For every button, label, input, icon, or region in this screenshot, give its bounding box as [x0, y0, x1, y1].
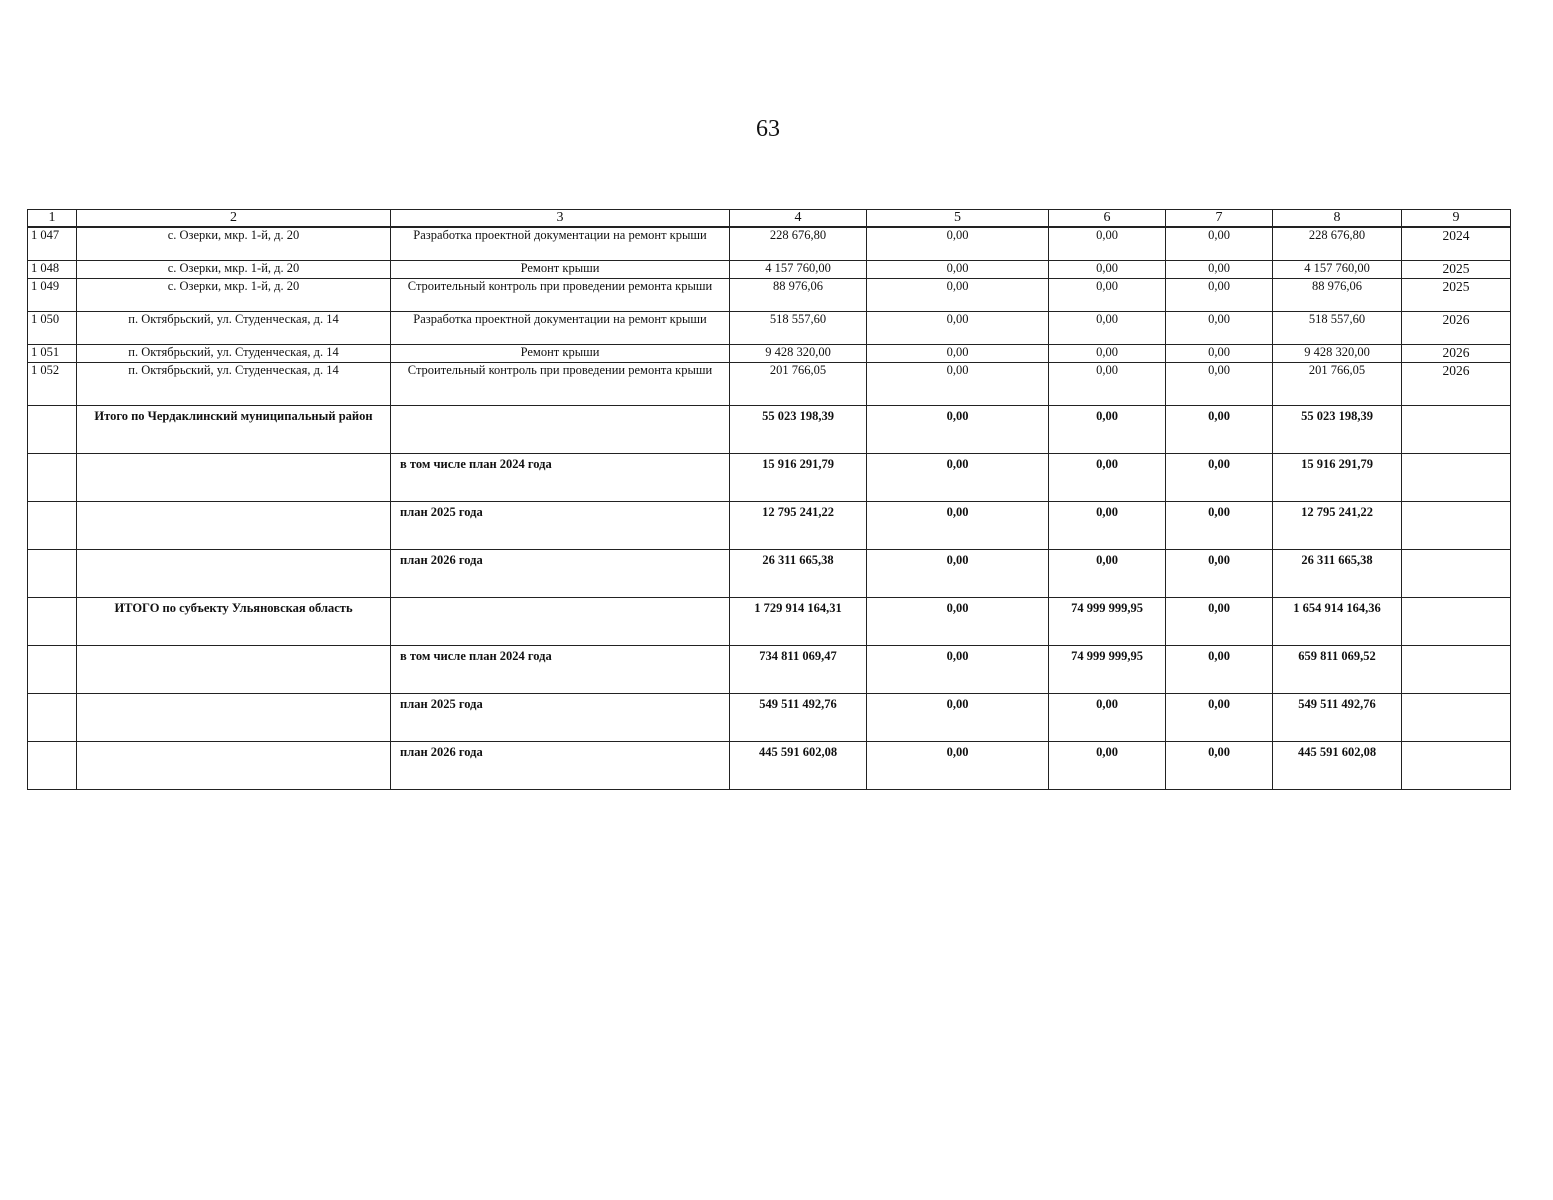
- total-cost-cell: 1 729 914 164,31: [730, 597, 867, 645]
- district-total-row: [28, 405, 1511, 453]
- value-cell: 518 557,60: [1273, 311, 1402, 344]
- total-cost-cell: 9 428 320,00: [730, 344, 867, 362]
- value-cell: 0,00: [867, 227, 1049, 261]
- value-cell: 0,00: [867, 261, 1049, 279]
- value-cell: 0,00: [1166, 311, 1273, 344]
- column-header: 8: [1273, 210, 1402, 228]
- value-cell: 0,00: [1049, 453, 1166, 501]
- value-cell: 549 511 492,76: [1273, 693, 1402, 741]
- address-cell: с. Озерки, мкр. 1-й, д. 20: [77, 261, 391, 279]
- row-number: 1 047: [28, 227, 77, 261]
- total-cost-cell: 228 676,80: [730, 227, 867, 261]
- year-cell: [1402, 645, 1511, 693]
- plan-row: [28, 549, 1511, 597]
- table-row: [28, 311, 1511, 344]
- year-cell: 2025: [1402, 261, 1511, 279]
- value-cell: 0,00: [1049, 261, 1166, 279]
- row-number: 1 050: [28, 311, 77, 344]
- value-cell: 0,00: [867, 549, 1049, 597]
- value-cell: 0,00: [867, 362, 1049, 405]
- plan-label: план 2026 года: [391, 741, 730, 789]
- value-cell: 0,00: [1166, 597, 1273, 645]
- value-cell: 201 766,05: [1273, 362, 1402, 405]
- value-cell: 55 023 198,39: [1273, 405, 1402, 453]
- value-cell: 0,00: [1049, 405, 1166, 453]
- value-cell: 0,00: [1166, 405, 1273, 453]
- work-type-cell: Строительный контроль при проведении ремонта крыши: [391, 278, 730, 311]
- value-cell: 0,00: [1049, 549, 1166, 597]
- plan-row: [28, 741, 1511, 789]
- value-cell: 0,00: [1166, 362, 1273, 405]
- total-cost-cell: 201 766,05: [730, 362, 867, 405]
- value-cell: 0,00: [1166, 693, 1273, 741]
- value-cell: 0,00: [1166, 344, 1273, 362]
- value-cell: 0,00: [1166, 501, 1273, 549]
- plan-row: [28, 501, 1511, 549]
- year-cell: [1402, 693, 1511, 741]
- value-cell: 0,00: [1166, 741, 1273, 789]
- value-cell: 15 916 291,79: [1273, 453, 1402, 501]
- total-cost-cell: 26 311 665,38: [730, 549, 867, 597]
- value-cell: 659 811 069,52: [1273, 645, 1402, 693]
- row-number: [28, 501, 77, 549]
- work-type-cell: Ремонт крыши: [391, 344, 730, 362]
- column-number-row: [28, 210, 1511, 228]
- row-number: [28, 405, 77, 453]
- total-label: [77, 501, 391, 549]
- column-header: 7: [1166, 210, 1273, 228]
- table-row: [28, 261, 1511, 279]
- column-header: 5: [867, 210, 1049, 228]
- column-header: 6: [1049, 210, 1166, 228]
- row-number: [28, 693, 77, 741]
- table-row: [28, 344, 1511, 362]
- total-cost-cell: 734 811 069,47: [730, 645, 867, 693]
- total-label: [77, 741, 391, 789]
- year-cell: [1402, 549, 1511, 597]
- total-label: Итого по Чердаклинский муниципальный район: [77, 405, 391, 453]
- address-cell: п. Октябрьский, ул. Студенческая, д. 14: [77, 311, 391, 344]
- row-number: 1 051: [28, 344, 77, 362]
- value-cell: 0,00: [1049, 278, 1166, 311]
- value-cell: 12 795 241,22: [1273, 501, 1402, 549]
- plan-label: [391, 597, 730, 645]
- value-cell: 0,00: [1166, 278, 1273, 311]
- value-cell: 0,00: [867, 405, 1049, 453]
- total-label: [77, 693, 391, 741]
- value-cell: 0,00: [1049, 227, 1166, 261]
- value-cell: 0,00: [867, 741, 1049, 789]
- value-cell: 0,00: [867, 344, 1049, 362]
- plan-label: [391, 405, 730, 453]
- row-number: [28, 453, 77, 501]
- total-cost-cell: 12 795 241,22: [730, 501, 867, 549]
- year-cell: [1402, 405, 1511, 453]
- year-cell: 2025: [1402, 278, 1511, 311]
- table-row: [28, 227, 1511, 261]
- row-number: [28, 597, 77, 645]
- total-cost-cell: 55 023 198,39: [730, 405, 867, 453]
- value-cell: 0,00: [1049, 362, 1166, 405]
- plan-label: план 2025 года: [391, 501, 730, 549]
- column-header: 2: [77, 210, 391, 228]
- value-cell: 0,00: [867, 645, 1049, 693]
- value-cell: 0,00: [867, 501, 1049, 549]
- year-cell: 2026: [1402, 362, 1511, 405]
- year-cell: [1402, 741, 1511, 789]
- value-cell: 0,00: [1049, 693, 1166, 741]
- table-row: [28, 278, 1511, 311]
- value-cell: 0,00: [867, 311, 1049, 344]
- total-cost-cell: 518 557,60: [730, 311, 867, 344]
- region-total-row: [28, 597, 1511, 645]
- column-header: 3: [391, 210, 730, 228]
- year-cell: 2026: [1402, 344, 1511, 362]
- year-cell: 2024: [1402, 227, 1511, 261]
- value-cell: 74 999 999,95: [1049, 597, 1166, 645]
- value-cell: 0,00: [1166, 549, 1273, 597]
- value-cell: 0,00: [1049, 741, 1166, 789]
- plan-row: [28, 693, 1511, 741]
- total-label: [77, 453, 391, 501]
- total-cost-cell: 15 916 291,79: [730, 453, 867, 501]
- value-cell: 88 976,06: [1273, 278, 1402, 311]
- plan-label: план 2025 года: [391, 693, 730, 741]
- total-label: [77, 549, 391, 597]
- year-cell: 2026: [1402, 311, 1511, 344]
- work-type-cell: Строительный контроль при проведении ремонта крыши: [391, 362, 730, 405]
- row-number: 1 052: [28, 362, 77, 405]
- value-cell: 0,00: [1049, 311, 1166, 344]
- total-cost-cell: 445 591 602,08: [730, 741, 867, 789]
- work-type-cell: Ремонт крыши: [391, 261, 730, 279]
- value-cell: 74 999 999,95: [1049, 645, 1166, 693]
- total-cost-cell: 549 511 492,76: [730, 693, 867, 741]
- table-row: [28, 362, 1511, 405]
- value-cell: 0,00: [867, 453, 1049, 501]
- year-cell: [1402, 501, 1511, 549]
- total-cost-cell: 4 157 760,00: [730, 261, 867, 279]
- row-number: [28, 549, 77, 597]
- plan-label: план 2026 года: [391, 549, 730, 597]
- value-cell: 0,00: [867, 597, 1049, 645]
- plan-label: в том числе план 2024 года: [391, 453, 730, 501]
- value-cell: 0,00: [1166, 645, 1273, 693]
- plan-label: в том числе план 2024 года: [391, 645, 730, 693]
- column-header: 9: [1402, 210, 1511, 228]
- value-cell: 228 676,80: [1273, 227, 1402, 261]
- year-cell: [1402, 453, 1511, 501]
- value-cell: 0,00: [867, 278, 1049, 311]
- year-cell: [1402, 597, 1511, 645]
- value-cell: 0,00: [1049, 344, 1166, 362]
- repair-plan-table: [27, 209, 1511, 790]
- value-cell: 0,00: [1049, 501, 1166, 549]
- total-cost-cell: 88 976,06: [730, 278, 867, 311]
- address-cell: с. Озерки, мкр. 1-й, д. 20: [77, 227, 391, 261]
- address-cell: с. Озерки, мкр. 1-й, д. 20: [77, 278, 391, 311]
- page-number: 63: [756, 116, 780, 142]
- address-cell: п. Октябрьский, ул. Студенческая, д. 14: [77, 344, 391, 362]
- column-header: 4: [730, 210, 867, 228]
- value-cell: 0,00: [867, 693, 1049, 741]
- work-type-cell: Разработка проектной документации на ремонт крыши: [391, 311, 730, 344]
- work-type-cell: Разработка проектной документации на ремонт крыши: [391, 227, 730, 261]
- row-number: [28, 741, 77, 789]
- address-cell: п. Октябрьский, ул. Студенческая, д. 14: [77, 362, 391, 405]
- value-cell: 9 428 320,00: [1273, 344, 1402, 362]
- value-cell: 4 157 760,00: [1273, 261, 1402, 279]
- value-cell: 1 654 914 164,36: [1273, 597, 1402, 645]
- row-number: 1 049: [28, 278, 77, 311]
- total-label: [77, 645, 391, 693]
- row-number: 1 048: [28, 261, 77, 279]
- value-cell: 0,00: [1166, 453, 1273, 501]
- plan-row: [28, 645, 1511, 693]
- total-label: ИТОГО по субъекту Ульяновская область: [77, 597, 391, 645]
- value-cell: 0,00: [1166, 261, 1273, 279]
- row-number: [28, 645, 77, 693]
- column-header: 1: [28, 210, 77, 228]
- value-cell: 26 311 665,38: [1273, 549, 1402, 597]
- value-cell: 0,00: [1166, 227, 1273, 261]
- value-cell: 445 591 602,08: [1273, 741, 1402, 789]
- plan-row: [28, 453, 1511, 501]
